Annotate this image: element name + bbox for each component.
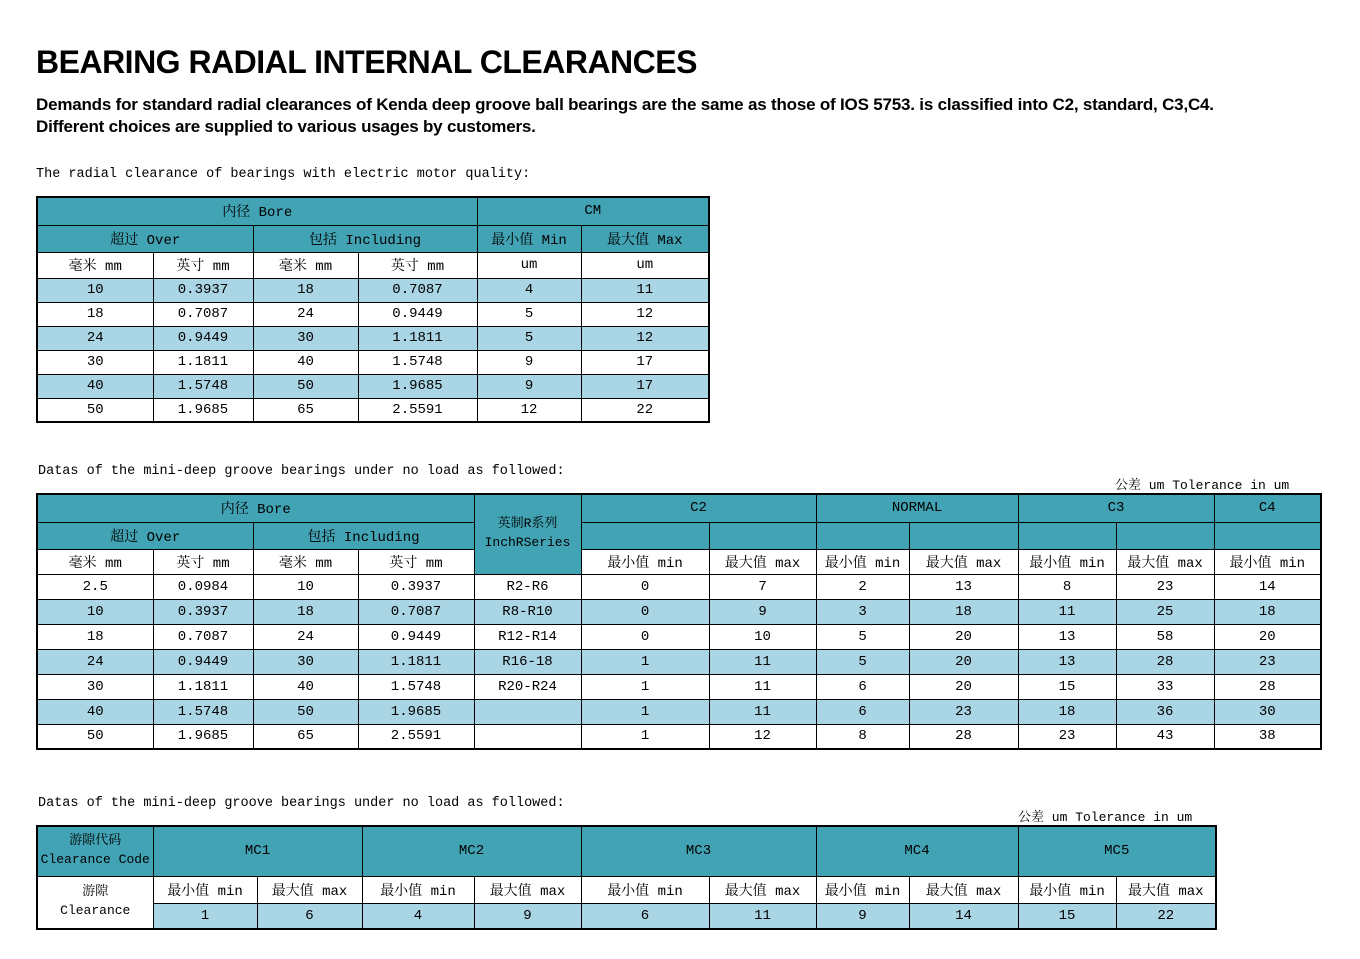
cell: 40 [253, 674, 358, 699]
cell: 18 [37, 302, 153, 326]
cell: 18 [37, 624, 153, 649]
cell: 43 [1116, 724, 1214, 749]
value-mc1-min: 1 [153, 903, 257, 929]
cell: 11 [709, 699, 816, 724]
description-line1: Demands for standard radial clearances of Kenda deep groove ball bearings are the same as those of IOS 5753. is classified into C2, standard, C3,C4. [36, 95, 1214, 114]
cell: 1.5748 [358, 350, 477, 374]
cell: 28 [909, 724, 1018, 749]
cell: 24 [253, 624, 358, 649]
cell: 18 [253, 599, 358, 624]
cell: 1.9685 [358, 699, 474, 724]
cell [474, 699, 581, 724]
cell: 17 [581, 374, 709, 398]
header-mc5-max: 最大值 max [1116, 876, 1216, 903]
cell: 30 [37, 674, 153, 699]
table3-group-header-row [37, 826, 1216, 876]
cell: 1.5748 [153, 374, 253, 398]
cell: 36 [1116, 699, 1214, 724]
table-row [37, 699, 1321, 724]
header-inch-r-series-cn: 英制R系列 [497, 516, 558, 532]
header-mc5-min: 最小值 min [1018, 876, 1116, 903]
value-mc5-min: 15 [1018, 903, 1116, 929]
cell: 1 [581, 649, 709, 674]
cell: 0.9449 [358, 302, 477, 326]
cell: 1.9685 [358, 374, 477, 398]
cell: 5 [816, 624, 909, 649]
table3-minmax-header-row [37, 876, 1216, 903]
cell: 2.5591 [358, 398, 477, 422]
header-mc1-max: 最大值 max [257, 876, 362, 903]
cell: 9 [709, 599, 816, 624]
cell: 65 [253, 398, 358, 422]
cell: 1.1811 [153, 350, 253, 374]
description-line2: Different choices are supplied to various usages by customers. [36, 117, 536, 136]
cell: 1.1811 [358, 649, 474, 674]
cell: 0.3937 [153, 599, 253, 624]
description [36, 94, 1214, 138]
cell: 1.9685 [153, 398, 253, 422]
cell: R16-18 [474, 649, 581, 674]
header-c3-max: 最大值 max [1116, 549, 1214, 574]
header-spacer-cell [909, 522, 1018, 549]
cell: 22 [581, 398, 709, 422]
cell: 30 [253, 649, 358, 674]
header-mc1: MC1 [153, 826, 362, 876]
value-mc1-max: 6 [257, 903, 362, 929]
cell: 24 [37, 649, 153, 674]
cell: 24 [253, 302, 358, 326]
header-over: 超过 Over [37, 522, 253, 549]
header-mc3-max: 最大值 max [709, 876, 816, 903]
value-mc4-min: 9 [816, 903, 909, 929]
cell [474, 724, 581, 749]
cell: 14 [1214, 574, 1321, 599]
clearance-code-table [36, 825, 1217, 930]
cell: 10 [37, 599, 153, 624]
header-inch-r-series-en: InchRSeries [484, 535, 571, 551]
cell: 6 [816, 699, 909, 724]
header-over: 超过 Over [37, 225, 253, 252]
header-max: 最大值 Max [581, 225, 709, 252]
table-row [37, 624, 1321, 649]
cell: 12 [581, 302, 709, 326]
header-clearance-code [37, 826, 153, 876]
cell: 0.0984 [153, 574, 253, 599]
value-mc5-max: 22 [1116, 903, 1216, 929]
table-row [37, 302, 709, 326]
cell: 20 [909, 624, 1018, 649]
table-row [37, 649, 1321, 674]
cell: 11 [709, 674, 816, 699]
table2-unit-header-row [37, 549, 1321, 574]
unit-um-min: um [477, 252, 581, 278]
header-spacer-cell [1214, 522, 1321, 549]
cell: R12-R14 [474, 624, 581, 649]
cell: 40 [253, 350, 358, 374]
cell: 13 [909, 574, 1018, 599]
value-mc2-max: 9 [474, 903, 581, 929]
header-c3-min: 最小值 min [1018, 549, 1116, 574]
cell: 11 [581, 278, 709, 302]
cell: 50 [253, 374, 358, 398]
unit-inch-over: 英寸 mm [153, 549, 253, 574]
cell: 18 [1214, 599, 1321, 624]
cell: 8 [816, 724, 909, 749]
cell: 1 [581, 674, 709, 699]
cell: 11 [1018, 599, 1116, 624]
header-mc1-min: 最小值 min [153, 876, 257, 903]
header-bore: 内径 Bore [37, 494, 474, 522]
header-mc3-min: 最小值 min [581, 876, 709, 903]
header-normal: NORMAL [816, 494, 1018, 522]
table2-group-header-row [37, 494, 1321, 522]
table1-group-header-row [37, 197, 709, 225]
unit-inch-over: 英寸 mm [153, 252, 253, 278]
header-clearance-en: Clearance [60, 903, 131, 919]
unit-mm-including: 毫米 mm [253, 549, 358, 574]
header-spacer-cell [581, 522, 709, 549]
cell: 8 [1018, 574, 1116, 599]
table-row [37, 350, 709, 374]
header-c2-min: 最小值 min [581, 549, 709, 574]
unit-inch-including: 英寸 mm [358, 549, 474, 574]
cell: 1.5748 [358, 674, 474, 699]
cell: 3 [816, 599, 909, 624]
header-c4-min: 最小值 min [1214, 549, 1321, 574]
cell: 2 [816, 574, 909, 599]
cell: 18 [909, 599, 1018, 624]
cell: 25 [1116, 599, 1214, 624]
cell: 30 [37, 350, 153, 374]
value-mc3-min: 6 [581, 903, 709, 929]
cell: 7 [709, 574, 816, 599]
header-c2-max: 最大值 max [709, 549, 816, 574]
cell: 50 [37, 724, 153, 749]
header-spacer-cell [816, 522, 909, 549]
cell: 33 [1116, 674, 1214, 699]
header-clearance-code-cn: 游隙代码 [69, 833, 122, 849]
cell: 1.9685 [153, 724, 253, 749]
value-mc4-max: 14 [909, 903, 1018, 929]
cell: 18 [253, 278, 358, 302]
cell: 0.7087 [153, 624, 253, 649]
cell: R2-R6 [474, 574, 581, 599]
unit-mm-over: 毫米 mm [37, 252, 153, 278]
cell: 4 [477, 278, 581, 302]
cell: 12 [709, 724, 816, 749]
table-row [37, 574, 1321, 599]
header-c4: C4 [1214, 494, 1321, 522]
table3-values-row [37, 903, 1216, 929]
cell: 5 [477, 326, 581, 350]
cell: 23 [909, 699, 1018, 724]
table-row [37, 724, 1321, 749]
header-inch-r-series [474, 494, 581, 574]
cell: 0.9449 [153, 326, 253, 350]
cell: 38 [1214, 724, 1321, 749]
cell: 28 [1214, 674, 1321, 699]
cell: 1.1811 [358, 326, 477, 350]
header-mc4: MC4 [816, 826, 1018, 876]
table1-sub-header-row [37, 225, 709, 252]
cell: 6 [816, 674, 909, 699]
cell: 13 [1018, 649, 1116, 674]
header-mc4-min: 最小值 min [816, 876, 909, 903]
table2-caption: Datas of the mini-deep groove bearings under no load as followed: [38, 464, 565, 479]
table3-caption: Datas of the mini-deep groove bearings under no load as followed: [38, 796, 565, 811]
cell: 20 [909, 674, 1018, 699]
cell: 1.1811 [153, 674, 253, 699]
cell: 23 [1018, 724, 1116, 749]
cell: 58 [1116, 624, 1214, 649]
cell: 5 [816, 649, 909, 674]
cell: 0 [581, 624, 709, 649]
mini-deep-groove-no-load-table [36, 493, 1322, 750]
cell: 40 [37, 699, 153, 724]
cell: 0.9449 [358, 624, 474, 649]
cell: 0.7087 [358, 599, 474, 624]
header-spacer-cell [709, 522, 816, 549]
tolerance-note-table2: 公差 um Tolerance in um [1115, 478, 1290, 493]
cell: 30 [1214, 699, 1321, 724]
header-cm: CM [477, 197, 709, 225]
tolerance-note-table3: 公差 um Tolerance in um [1018, 810, 1193, 825]
cell: 65 [253, 724, 358, 749]
cell: R20-R24 [474, 674, 581, 699]
cell: R8-R10 [474, 599, 581, 624]
cell: 9 [477, 374, 581, 398]
cell: 23 [1214, 649, 1321, 674]
cell: 12 [477, 398, 581, 422]
cell: 15 [1018, 674, 1116, 699]
table1-unit-header-row [37, 252, 709, 278]
header-clearance-code-en: Clearance Code [40, 852, 150, 868]
table-row [37, 674, 1321, 699]
cell: 20 [1214, 624, 1321, 649]
cell: 10 [709, 624, 816, 649]
header-bore: 内径 Bore [37, 197, 477, 225]
cell: 18 [1018, 699, 1116, 724]
header-c3: C3 [1018, 494, 1214, 522]
table2-sub-header-row [37, 522, 1321, 549]
unit-um-max: um [581, 252, 709, 278]
unit-mm-over: 毫米 mm [37, 549, 153, 574]
cell: 0.7087 [153, 302, 253, 326]
value-mc2-min: 4 [362, 903, 474, 929]
cell: 13 [1018, 624, 1116, 649]
cell: 0 [581, 574, 709, 599]
cell: 9 [477, 350, 581, 374]
cell: 1 [581, 724, 709, 749]
header-mc2: MC2 [362, 826, 581, 876]
cell: 1.5748 [153, 699, 253, 724]
table-row [37, 326, 709, 350]
header-mc3: MC3 [581, 826, 816, 876]
cell: 23 [1116, 574, 1214, 599]
header-spacer-cell [1116, 522, 1214, 549]
cell: 17 [581, 350, 709, 374]
cell: 12 [581, 326, 709, 350]
header-normal-min: 最小值 min [816, 549, 909, 574]
cell: 20 [909, 649, 1018, 674]
cell: 5 [477, 302, 581, 326]
cell: 28 [1116, 649, 1214, 674]
header-including: 包括 Including [253, 225, 477, 252]
cell: 10 [253, 574, 358, 599]
cell: 30 [253, 326, 358, 350]
table-row [37, 278, 709, 302]
header-clearance-cn: 游隙 [82, 884, 109, 900]
cell: 0.9449 [153, 649, 253, 674]
table-row [37, 374, 709, 398]
cell: 0.3937 [153, 278, 253, 302]
header-spacer-cell [1018, 522, 1116, 549]
page-title: BEARING RADIAL INTERNAL CLEARANCES [36, 44, 697, 80]
value-mc3-max: 11 [709, 903, 816, 929]
header-clearance [37, 876, 153, 929]
cell: 0.7087 [358, 278, 477, 302]
cell: 1 [581, 699, 709, 724]
table-row [37, 398, 709, 422]
cell: 50 [253, 699, 358, 724]
motor-quality-clearance-table [36, 196, 710, 423]
header-including: 包括 Including [253, 522, 474, 549]
cell: 10 [37, 278, 153, 302]
cell: 0 [581, 599, 709, 624]
table1-caption: The radial clearance of bearings with electric motor quality: [36, 167, 531, 182]
table-row [37, 599, 1321, 624]
header-min: 最小值 Min [477, 225, 581, 252]
header-mc4-max: 最大值 max [909, 876, 1018, 903]
cell: 2.5 [37, 574, 153, 599]
header-normal-max: 最大值 max [909, 549, 1018, 574]
cell: 0.3937 [358, 574, 474, 599]
header-mc2-max: 最大值 max [474, 876, 581, 903]
cell: 50 [37, 398, 153, 422]
header-mc2-min: 最小值 min [362, 876, 474, 903]
unit-inch-including: 英寸 mm [358, 252, 477, 278]
cell: 24 [37, 326, 153, 350]
header-mc5: MC5 [1018, 826, 1216, 876]
cell: 11 [709, 649, 816, 674]
header-c2: C2 [581, 494, 816, 522]
cell: 2.5591 [358, 724, 474, 749]
cell: 40 [37, 374, 153, 398]
unit-mm-including: 毫米 mm [253, 252, 358, 278]
